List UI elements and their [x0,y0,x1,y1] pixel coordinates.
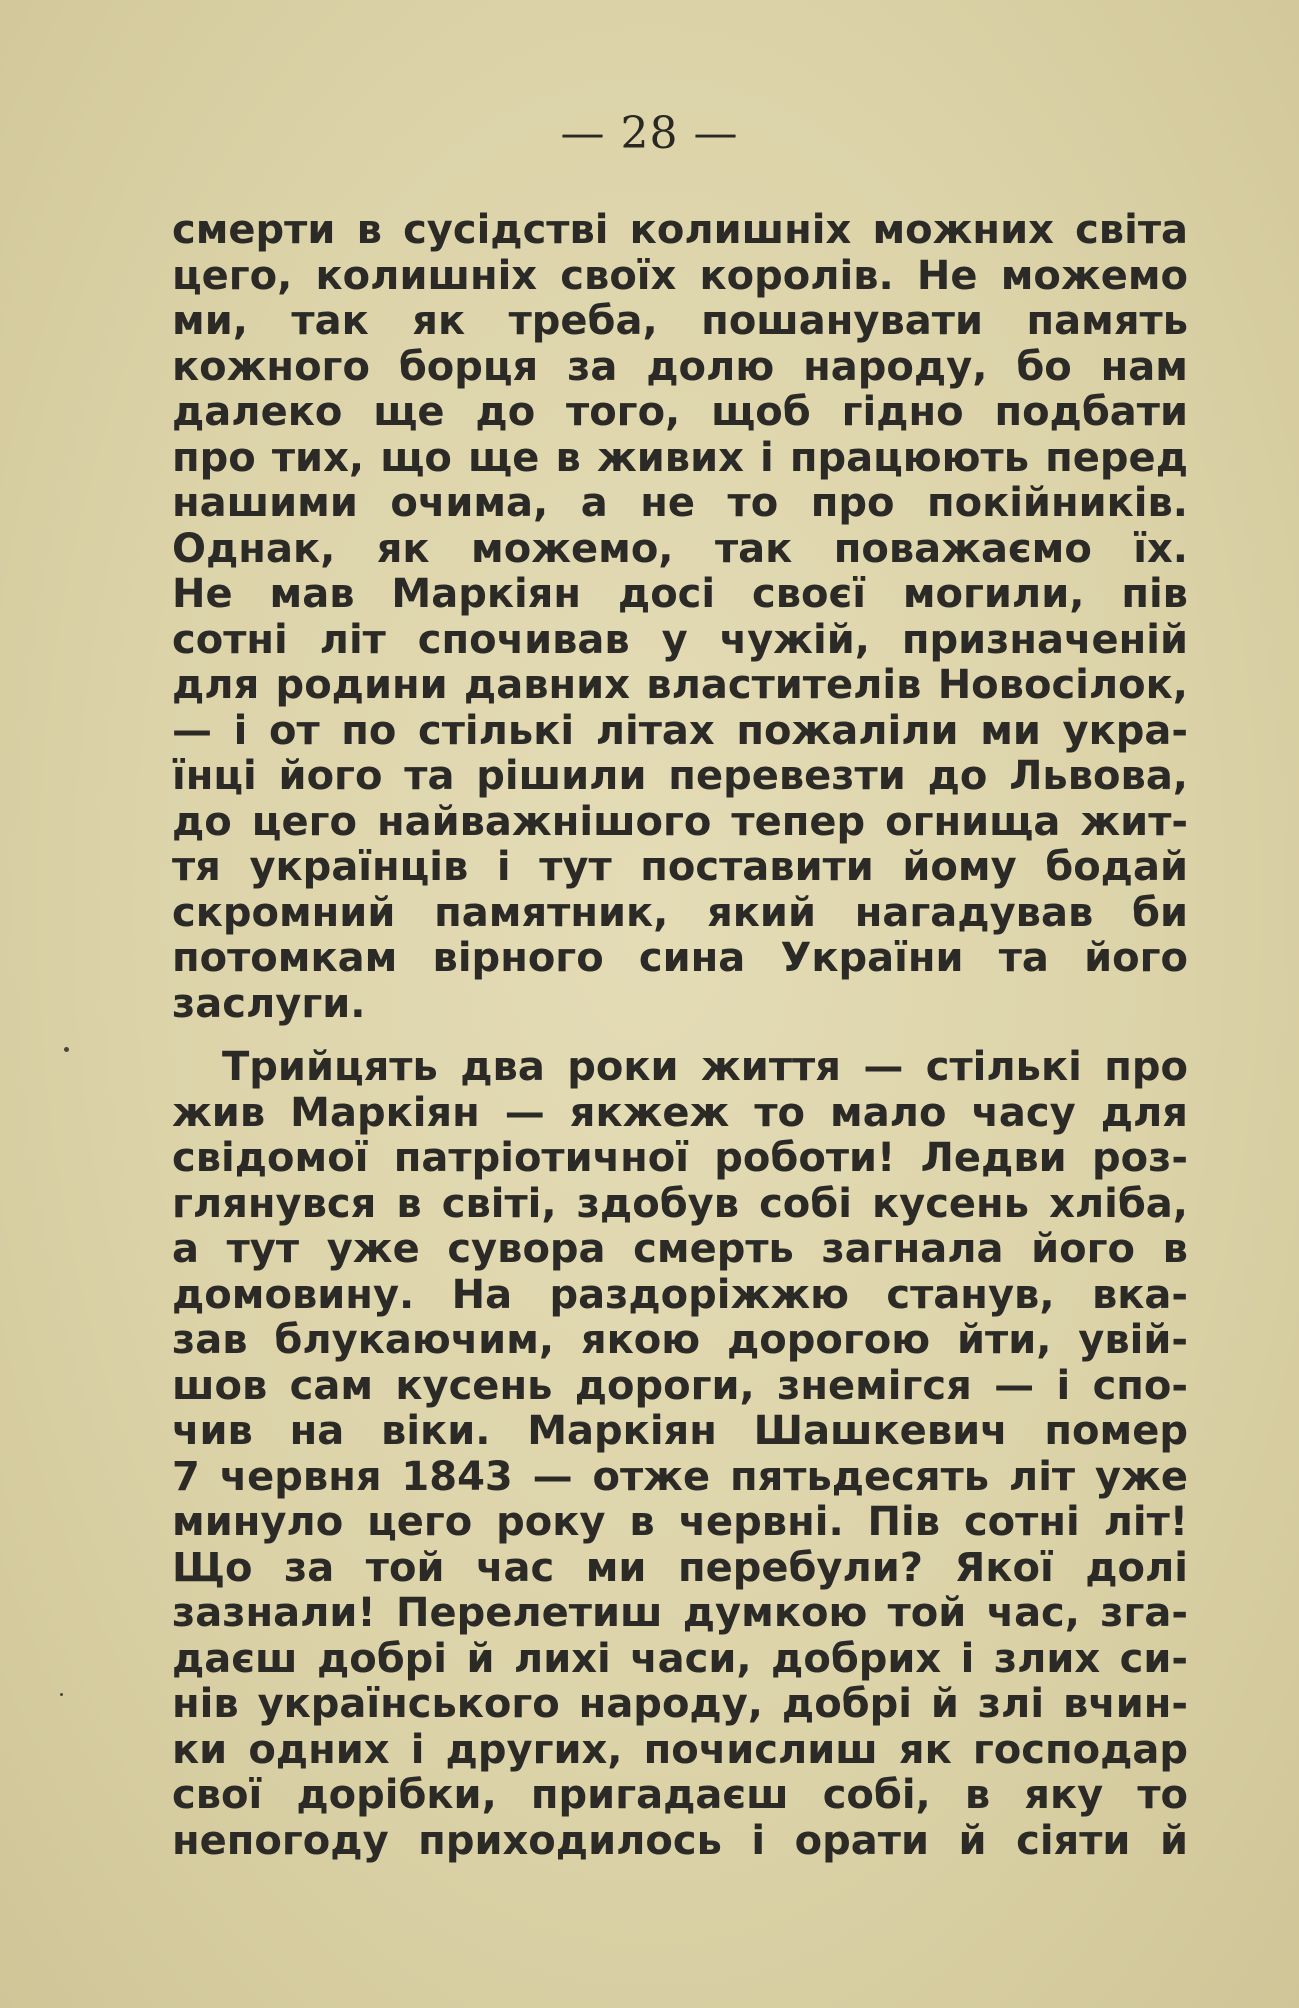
text-line: до цего найважнішого тепер огнища жит- [172,799,1188,845]
text-line: скромний памятник, який нагадував би [172,890,1188,936]
text-line: чив на віки. Маркіян Шашкевич помер [172,1409,1188,1454]
text-line: нашими очима, а не то про покійників. [172,481,1188,526]
text-line: Однак, як можемо, так поважаємо їх. [172,526,1188,572]
text-line: цего, колишніх своїх королів. Не можемо [172,253,1188,299]
text-line: а тут уже сувора смерть загнала його в [172,1227,1188,1272]
text-line: про тих, що ще в живих і працюють перед [172,435,1188,481]
text-line: 7 червня 1843 — отже пятьдесять літ уже [172,1454,1188,1500]
paragraph-gap [172,1027,1188,1045]
text-line: ки одних і других, почислиш як господар [172,1727,1188,1773]
text-line: Трийцять два роки життя — стількі про [222,1045,1188,1090]
text-line: глянувся в світі, здобув собі кусень хліба, [172,1181,1188,1227]
text-line: ми, так як треба, пошанувати память [172,299,1188,344]
text-line: минуло цего року в червні. Пів сотні літ! [172,1500,1188,1545]
text-line: непогоду приходилось і орати й сіяти й [172,1818,1188,1864]
text-line: шов сам кусень дороги, знемігся — і спо- [172,1363,1188,1409]
paper-speck [64,1047,69,1052]
text-line: зав блукаючим, якою дорогою йти, увій- [172,1318,1188,1363]
text-line: кожного борця за долю народу, бо нам [172,344,1188,390]
paragraph-1 [172,208,1188,1027]
text-line: — і от по стількі літах пожаліли ми укра- [172,708,1188,754]
text-line: домовину. На раздоріжжю станув, вка- [172,1272,1188,1318]
page-number: — 28 — [560,108,739,159]
paper-speck [60,1693,63,1696]
text-line: Не мав Маркіян досі своєї могили, пів [172,572,1188,617]
text-line: смерти в сусідстві колишніх можних світа [172,208,1188,253]
text-line: для родини давних властителів Новосілок, [172,663,1188,708]
body-text [172,208,1188,1864]
text-line: нів українського народу, добрі й злі вчин- [172,1682,1188,1727]
text-line: даєш добрі й лихі часи, добрих і злих си- [172,1636,1188,1682]
text-line: свідомої патріотичної роботи! Ледви роз- [172,1136,1188,1181]
paragraph-2 [172,1045,1188,1864]
text-line: далеко ще до того, щоб гідно подбати [172,390,1188,435]
text-line: свої дорібки, пригадаєш собі, в яку то [172,1773,1188,1818]
text-line: їнці його та рішили перевезти до Львова, [172,754,1188,799]
text-line: Що за той час ми перебули? Якої долі [172,1545,1188,1591]
text-line: тя українців і тут поставити йому бодай [172,845,1188,890]
text-line: сотні літ спочивав у чужій, призначеній [172,617,1188,663]
text-line: зазнали! Перелетиш думкою той час, зга- [172,1591,1188,1636]
text-line: заслуги. [172,981,366,1027]
text-line: потомкам вірного сина України та його [172,936,1188,981]
text-line: жив Маркіян — якжеж то мало часу для [172,1090,1188,1136]
